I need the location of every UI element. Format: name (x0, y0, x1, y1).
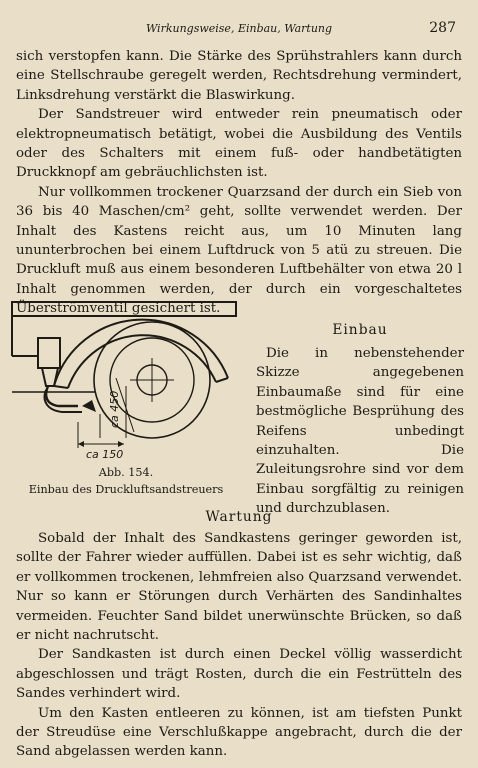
installation-sketch (6, 294, 246, 462)
figure-installation-sketch (6, 294, 246, 498)
einbau-text: Die in nebenstehender Skizze angegebenen Einbaumaße sind für eine bestmögliche Besprühung des Reifens unbedingt einzuhalten. Die Zuleitungsrohre sind vor dem Einbau sorgfältig zu reinigen und durchzublasen. (256, 346, 464, 517)
dimension-vertical: ca 450 (108, 390, 121, 428)
paragraph: Um den Kasten entleeren zu können, ist am tiefsten Punkt der Streudüse eine Verschlußkappe angebracht, durch die der Sand abgelassen werden kann. (16, 705, 462, 760)
paragraph: Nur vollkommen trockener Quarzsand der durch ein Sieb von 36 bis 40 Maschen/cm² geht, sollte verwendet werden. Der Inhalt des Kastens reicht aus, um 10 Minuten lang ununterbrochen bei einem Luftdruck von 5 atü zu streuen. Die Druckluft muß aus einem besonderen Luftbehälter von etwa 20 l Inhalt genommen werden, der durch ein vorgeschaltetes Überströmventil gesichert ist. (16, 184, 462, 317)
section-heading-wartung: Wartung (205, 509, 273, 525)
paragraph: Sobald der Inhalt des Sandkastens geringer geworden ist, sollte der Fahrer wieder auffüllen. Dabei ist es sehr wichtig, daß er vollkommen trockenen, lehmfreien also Quarzsand verwendet. Nur so kann er Störungen durch Verhärten des Sandinhaltes vermeiden. Feuchter Sand bildet unerwünschte Brücken, so daß er nicht nachrutscht. (16, 531, 462, 644)
page-header (0, 20, 478, 38)
paragraph: Der Sandstreuer wird entweder rein pneumatisch oder elektropneumatisch betätigt, wobei die Ausbildung des Ventils oder des Schalters mit einem fuß- oder handbetätigten Druckknopf am gebräuchlichsten ist. (16, 107, 462, 181)
section-heading-einbau: Einbau (332, 322, 388, 338)
top-text (16, 47, 462, 319)
dimension-horizontal: ca 150 (86, 448, 124, 461)
figure-number: Abb. 154. (98, 466, 154, 479)
running-head: Wirkungsweise, Einbau, Wartung (145, 22, 333, 35)
page-number: 287 (429, 20, 456, 36)
wartung-text (16, 529, 462, 762)
figure-caption: Einbau des Druckluftsandstreuers (28, 483, 224, 496)
paragraph-continuation: sich verstopfen kann. Die Stärke des Sprühstrahlers kann durch eine Stellschraube geregelt werden, Rechtsdrehung vermindert, Linksdrehung verstärkt die Blaswirkung. (16, 49, 462, 103)
paragraph: Der Sandkasten ist durch einen Deckel völlig wasserdicht abgeschlossen und trägt Rosten, durch die ein Festrütteln des Sandes verhindert wird. (16, 647, 462, 702)
